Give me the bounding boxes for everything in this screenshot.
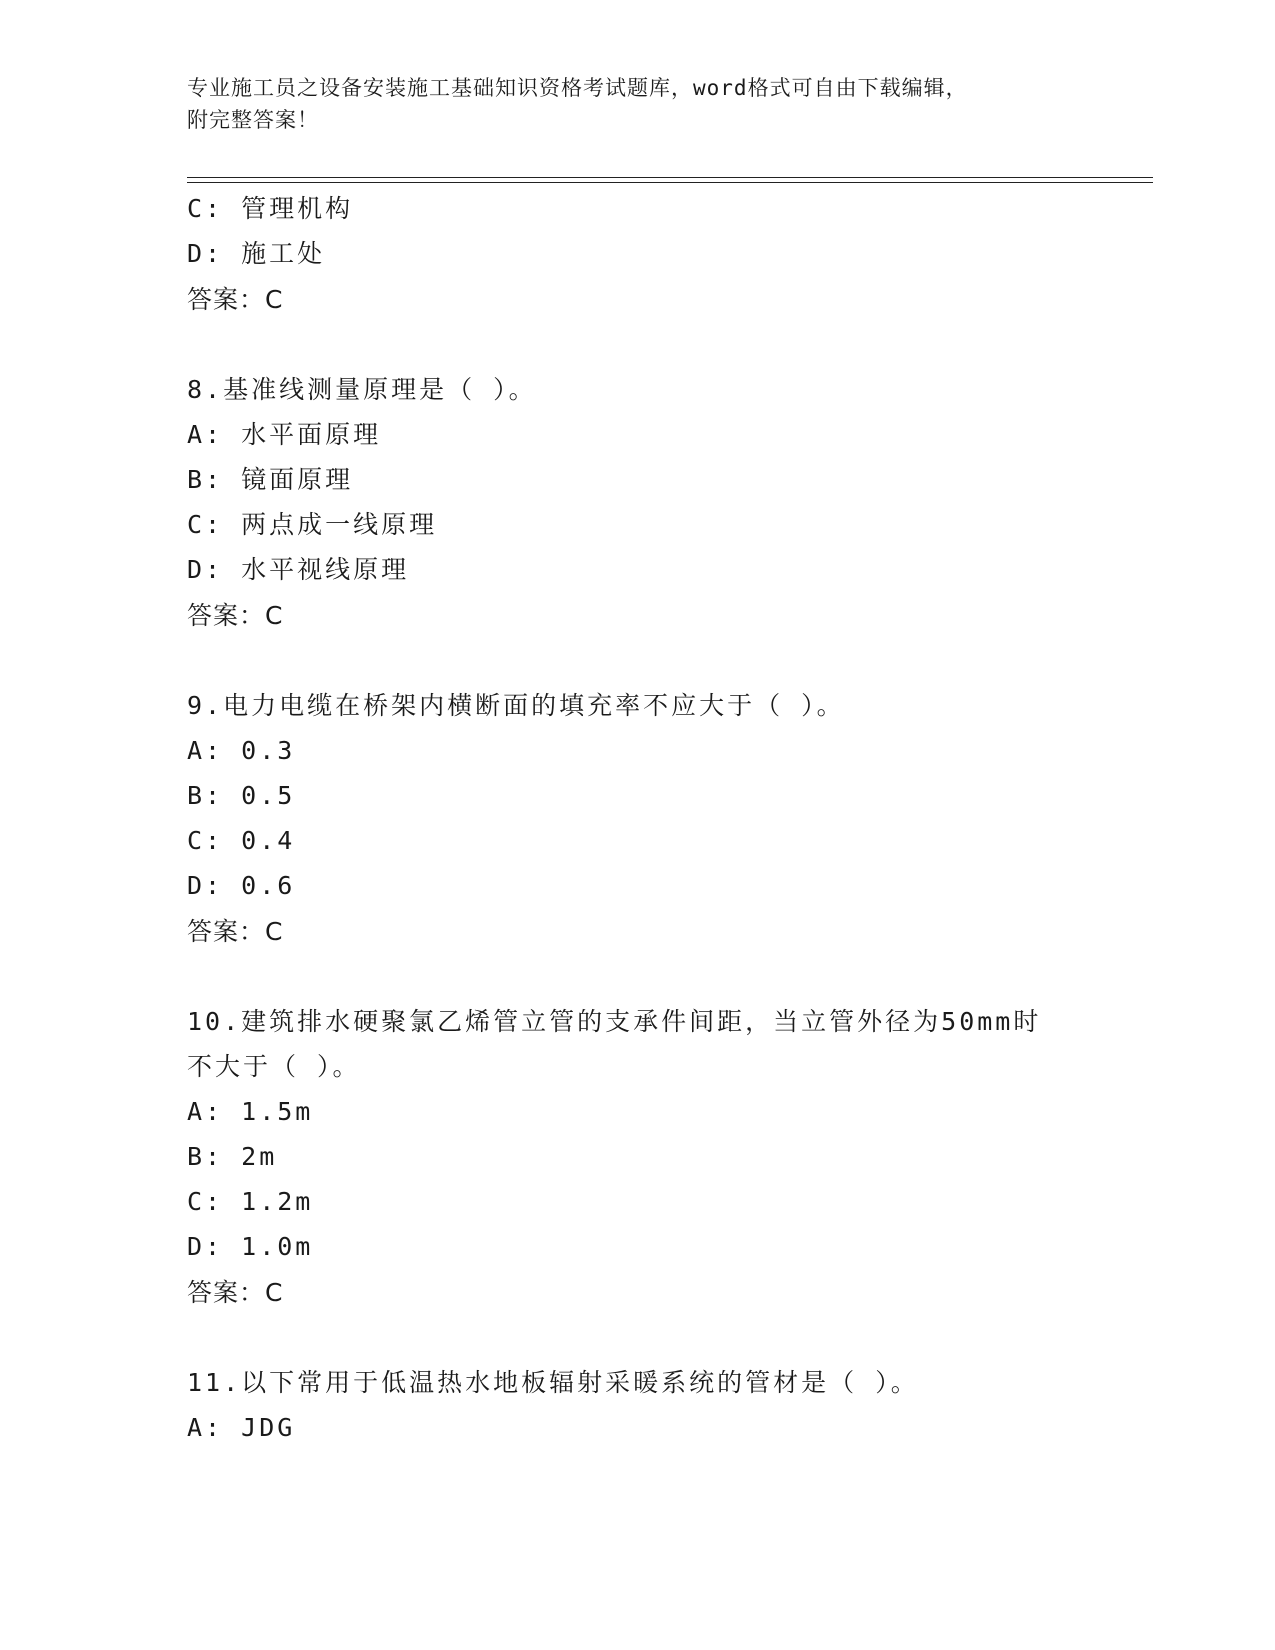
q10-option-a: A: 1.5m bbox=[187, 1097, 314, 1126]
q9-option-a: A: 0.3 bbox=[187, 736, 296, 765]
header-line-1: 专业施工员之设备安装施工基础知识资格考试题库，word格式可自由下载编辑， bbox=[187, 76, 968, 100]
q9-option-b: B: 0.5 bbox=[187, 781, 296, 810]
header-divider-top bbox=[187, 177, 1153, 178]
document-header bbox=[187, 72, 1087, 136]
q10-question-line-2: 不大于（ ）。 bbox=[187, 1052, 361, 1081]
q7-option-c: C: 管理机构 bbox=[187, 194, 354, 223]
q8-option-b: B: 镜面原理 bbox=[187, 465, 354, 494]
q10-option-b: B: 2m bbox=[187, 1142, 278, 1171]
q11-question: 11.以下常用于低温热水地板辐射采暖系统的管材是（ ）。 bbox=[187, 1368, 919, 1397]
q8-answer: 答案：C bbox=[187, 601, 284, 630]
q10-option-d: D: 1.0m bbox=[187, 1232, 314, 1261]
q9-option-c: C: 0.4 bbox=[187, 826, 296, 855]
q8-option-a: A: 水平面原理 bbox=[187, 420, 382, 449]
q10-question-line-1: 10.建筑排水硬聚氯乙烯管立管的支承件间距，当立管外径为50mm时 bbox=[187, 1007, 1042, 1036]
header-divider-bottom bbox=[187, 182, 1153, 183]
header-line-2: 附完整答案！ bbox=[187, 108, 319, 132]
q8-option-d: D: 水平视线原理 bbox=[187, 555, 410, 584]
q7-answer: 答案：C bbox=[187, 285, 284, 314]
q11-option-a: A: JDG bbox=[187, 1413, 296, 1442]
q9-option-d: D: 0.6 bbox=[187, 871, 296, 900]
q10-answer: 答案：C bbox=[187, 1278, 284, 1307]
q9-question: 9.电力电缆在桥架内横断面的填充率不应大于（ ）。 bbox=[187, 691, 845, 720]
q10-option-c: C: 1.2m bbox=[187, 1187, 314, 1216]
q9-answer: 答案：C bbox=[187, 917, 284, 946]
q8-question: 8.基准线测量原理是（ ）。 bbox=[187, 375, 537, 404]
q7-option-d: D: 施工处 bbox=[187, 239, 326, 268]
q8-option-c: C: 两点成一线原理 bbox=[187, 510, 438, 539]
